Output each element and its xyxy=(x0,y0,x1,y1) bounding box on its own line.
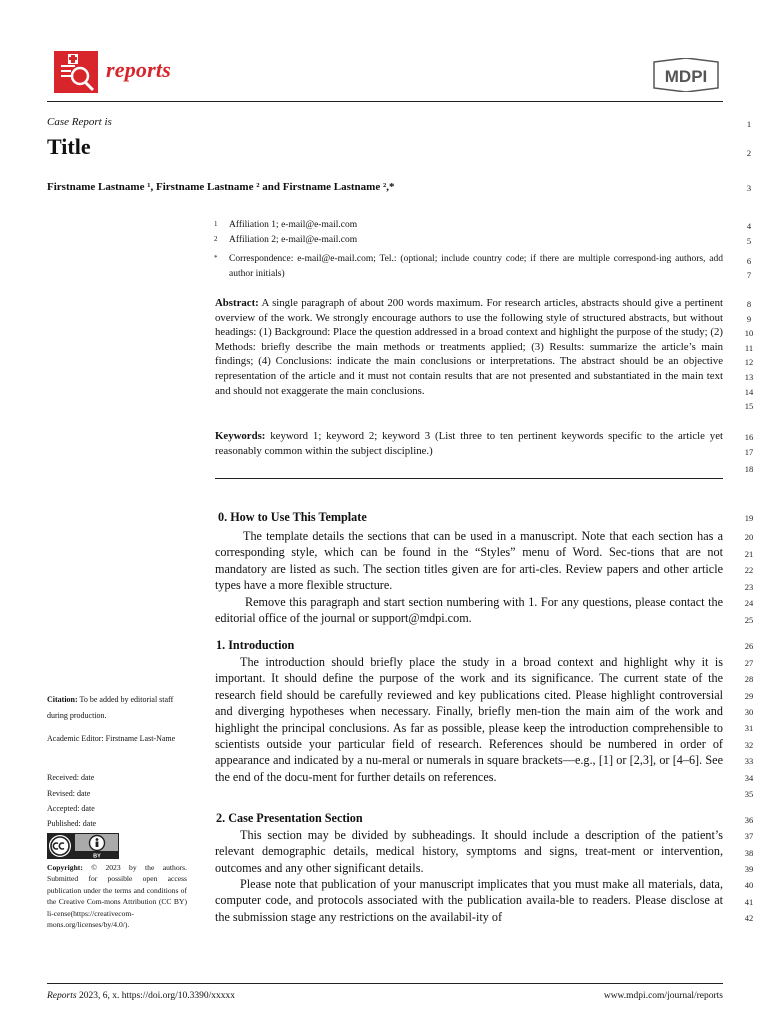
line-number: 23 xyxy=(744,582,754,592)
abstract-text: A single paragraph of about 200 words maximum. For research articles, abstracts should give a pertinent overview of the work. We strongly encourage authors to use the following style of structured abstracts, but without headings: (1) Background: Place the question addressed in a broad context and highlight the purpose of the study; (2) Methods: briefly describe the main methods or treatments applied; (3) Results: summarize the article’s main findings; (4) Conclusions: indicate the main conclusions or interpretations. The abstract should be an objective representation of the article and it must not contain results that are not presented and substantiated in the main text and should not exaggerate the main conclusions. xyxy=(215,297,723,397)
keywords xyxy=(215,429,723,458)
line-number: 26 xyxy=(744,641,754,651)
accepted-date: Accepted: date xyxy=(47,804,95,813)
line-number: 35 xyxy=(744,789,754,799)
line-number: 11 xyxy=(744,343,754,353)
footer-citation-text: 2023, 6, x. https://doi.org/10.3390/xxxxx xyxy=(76,991,235,1001)
line-number: 30 xyxy=(744,707,754,717)
line-number: 1 xyxy=(746,119,752,129)
section-1-heading: 1. Introduction xyxy=(216,638,295,652)
cc-by-license-icon xyxy=(47,833,119,859)
line-number: 6 xyxy=(746,256,752,266)
line-number: 40 xyxy=(744,880,754,890)
publisher-name: MDPI xyxy=(664,67,708,86)
section-2-heading: 2. Case Presentation Section xyxy=(216,811,363,825)
abstract xyxy=(215,296,723,398)
line-number: 17 xyxy=(744,447,754,457)
line-number: 31 xyxy=(744,723,754,733)
line-number: 14 xyxy=(744,387,754,397)
journal-name: reports xyxy=(106,57,171,82)
citation-text: To be added by editorial staff during production. xyxy=(47,695,174,720)
mdpi-logo-icon xyxy=(648,58,724,92)
line-number: 18 xyxy=(744,464,754,474)
section-2-paragraph-1: This section may be divided by subheadings. It should include a description of the patient’s relevant demographic details, medical history, symptoms and signs, treat-ment or intervention, outcomes and any other significant details. xyxy=(215,828,723,875)
affiliation-mark: 1 xyxy=(214,220,218,228)
affiliation-text: Affiliation 1; e-mail@e-mail.com xyxy=(229,220,358,230)
correspondence-mark: * xyxy=(214,254,218,262)
academic-editor: Academic Editor: Firstname Last-Name xyxy=(47,734,176,743)
author-list: Firstname Lastname ¹, Firstname Lastname ² and Firstname Lastname ²,* xyxy=(47,181,395,193)
line-number: 2 xyxy=(746,148,752,158)
line-number: 3 xyxy=(746,183,752,193)
line-number: 29 xyxy=(744,691,754,701)
copyright-label: Copyright: xyxy=(47,863,83,872)
footer-journal-name: Reports xyxy=(47,991,77,1001)
citation-label: Citation: xyxy=(47,695,78,704)
line-number: 15 xyxy=(744,401,754,411)
line-number: 10 xyxy=(744,328,754,338)
keywords-label: Keywords: xyxy=(215,430,266,442)
line-number: 33 xyxy=(744,756,754,766)
line-number: 7 xyxy=(746,270,752,280)
line-number: 41 xyxy=(744,897,754,907)
line-number: 13 xyxy=(744,372,754,382)
journal-logo-icon xyxy=(54,51,98,93)
line-number: 8 xyxy=(746,299,752,309)
section-1-paragraph-1: The introduction should briefly place the study in a broad context and highlight why it is important. It should define the purpose of the work and its significance. The current state of the research field should be carefully reviewed and key publications cited. Please highlight controversial and diverging hypotheses when necessary. Finally, briefly men-tion the main aim of the work and highlight the principal conclusions. As far as possible, please keep the introduction comprehensible to scientists outside your particular field of research. References should be numbered in order of appearance and indicated by a nu-meral or numerals in square brackets—e.g., [1] or [2,3], or [4–6]. See the end of the docu-ment for further details on references. xyxy=(215,655,723,784)
line-number: 21 xyxy=(744,549,754,559)
line-number: 20 xyxy=(744,532,754,542)
line-number: 27 xyxy=(744,658,754,668)
line-number: 32 xyxy=(744,740,754,750)
abstract-label: Abstract: xyxy=(215,297,259,309)
affiliation-mark: 2 xyxy=(214,235,218,243)
copyright-notice xyxy=(47,862,187,930)
received-date: Received: date xyxy=(47,773,95,782)
line-number: 42 xyxy=(744,913,754,923)
affiliation-text: Affiliation 2; e-mail@e-mail.com xyxy=(229,235,358,245)
line-number: 36 xyxy=(744,815,754,825)
section-0-paragraph-1: The template details the sections that can be used in a manuscript. Note that each section has a corresponding style, which can be found in the “Styles” menu of Word. Sec-tions that are not mandatory are listed as such. The section titles given are for arti-cles. Review papers and other article types have a more flexible structure. xyxy=(215,529,723,593)
line-number: 12 xyxy=(744,357,754,367)
section-2-paragraph-2: Please note that publication of your manuscript implicates that you must make all materials, data, computer code, and protocols associated with the publication availa-ble to readers. Please disclose at the submission stage any restrictions on the availabil-ity of xyxy=(215,877,723,924)
section-0-paragraph-2: Remove this paragraph and start section numbering with 1. For any questions, please contact the editorial office of the journal or support@mdpi.com. xyxy=(215,595,723,626)
line-number: 4 xyxy=(746,221,752,231)
line-number: 5 xyxy=(746,236,752,246)
line-number: 16 xyxy=(744,432,754,442)
line-number: 37 xyxy=(744,831,754,841)
line-number: 34 xyxy=(744,773,754,783)
footer-journal-url[interactable]: www.mdpi.com/journal/reports xyxy=(603,991,723,1001)
abstract-rule xyxy=(215,478,723,479)
svg-text:BY: BY xyxy=(93,853,101,859)
section-0-heading: 0. How to Use This Template xyxy=(218,510,367,524)
line-number: 39 xyxy=(744,864,754,874)
citation-note xyxy=(47,692,187,723)
line-number: 9 xyxy=(746,314,752,324)
keywords-text: keyword 1; keyword 2; keyword 3 (List three to ten pertinent keywords specific to the article yet reasonably common within the subject discipline.) xyxy=(215,430,723,457)
header-rule xyxy=(47,101,723,102)
line-number: 38 xyxy=(744,848,754,858)
copyright-text: © 2023 by the authors. Submitted for possible open access publication under the terms and conditions of the Creative Com-mons Attribution (CC BY) li-cense(https://creativecom-mons.org/licenses/by/4.0/). xyxy=(47,863,187,930)
line-number: 25 xyxy=(744,615,754,625)
footer-rule xyxy=(47,983,723,984)
line-number: 19 xyxy=(744,513,754,523)
footer-citation xyxy=(47,991,235,1001)
correspondence-text: Correspondence: e-mail@e-mail.com; Tel.: (optional; include country code; if there are multiple correspond-ing authors, add author initials) xyxy=(229,254,723,279)
article-title: Title xyxy=(47,134,91,159)
article-type: Case Report is xyxy=(47,116,112,128)
published-date: Published: date xyxy=(47,819,97,828)
line-number: 22 xyxy=(744,565,754,575)
line-number: 24 xyxy=(744,598,754,608)
line-number: 28 xyxy=(744,674,754,684)
revised-date: Revised: date xyxy=(47,789,91,798)
